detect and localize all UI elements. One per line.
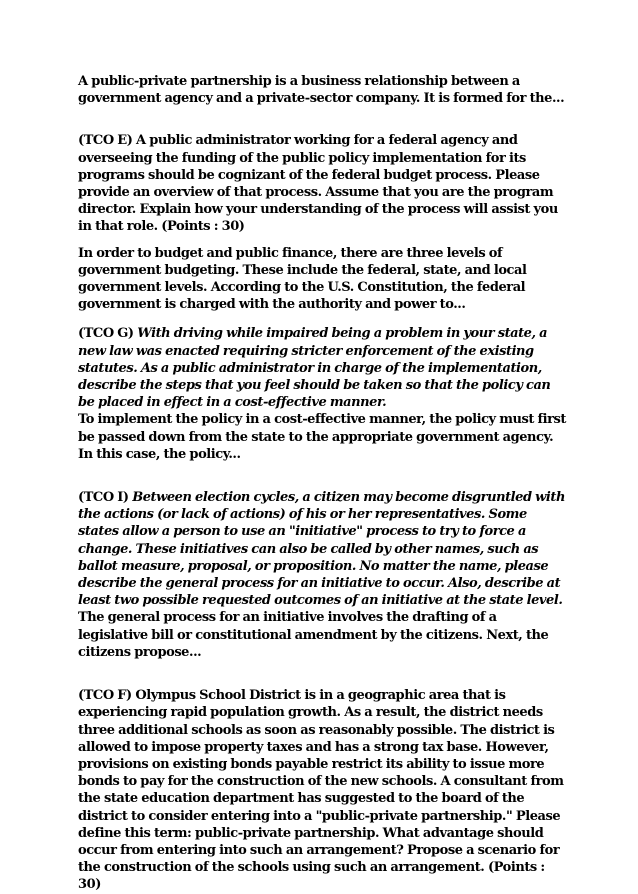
question-tco-g-prefix: (TCO G) xyxy=(78,326,138,342)
question-tco-e: (TCO E) A public administrator working for a federal agency and overseeing the funding of the public policy implementation for its programs should be cognizant of the federal budget process. Please provide an overview of that process. Assume that you are the program director. Explain how your understanding of the process will assist you in that role. (Points : 30) xyxy=(78,133,558,235)
answer-tco-g: To implement the policy in a cost-effective manner, the policy must first be passed down from the state to the appropriate government agency. In this case, the policy... xyxy=(78,412,566,462)
answer-budget-levels: In order to budget and public finance, there are three levels of government budgeting. These include the federal, state, and local government levels. According to the U.S. Constitution, the federal government is charged with the authority and power to... xyxy=(78,245,527,313)
answer-tco-i: The general process for an initiative involves the drafting of a legislative bill or constitutional amendment by the citizens. Next, the citizens propose... xyxy=(78,610,549,660)
question-tco-g xyxy=(78,325,568,463)
question-tco-i-text: Between election cycles, a citizen may become disgruntled with the actions (or lack of actions) of his or her representatives. Some states allow a person to use an "initiative" process to try to force a change. These initiatives can also be called by other names, such as ballot measure, proposal, or proposition. No matter the name, please describe the general process for an initiative to occur. Also, describe at least two possible requested outcomes of an initiative at the state level. xyxy=(78,490,565,609)
question-tco-f: (TCO F) Olympus School District is in a geographic area that is experiencing rapid population growth. As a result, the district needs three additional schools as soon as reasonably possible. The district is allowed to impose property taxes and has a strong tax base. However, provisions on existing bonds payable restrict its ability to issue more bonds to pay for the construction of the new schools. A consultant from the state education department has suggested to the board of the district to consider entering into a "public-private partnership." Please define this term: public-private partnership. What advantage should occur from entering into such an arrangement? Propose a scenario for the construction of the schools using such an arrangement. (Points : 30) xyxy=(78,688,564,893)
question-tco-i xyxy=(78,489,568,661)
document-body xyxy=(78,73,568,894)
question-tco-g-text: With driving while impaired being a problem in your state, a new law was enacted requiring stricter enforcement of the existing statutes. As a public administrator in charge of the implementation, describe the steps that you feel should be taken so that the policy can be placed in effect in a cost-effective manner. xyxy=(78,326,551,411)
question-tco-i-prefix: (TCO I) xyxy=(78,490,133,506)
intro-paragraph: A public-private partnership is a business relationship between a government agency and a private-sector company. It is formed for the... xyxy=(78,74,565,107)
